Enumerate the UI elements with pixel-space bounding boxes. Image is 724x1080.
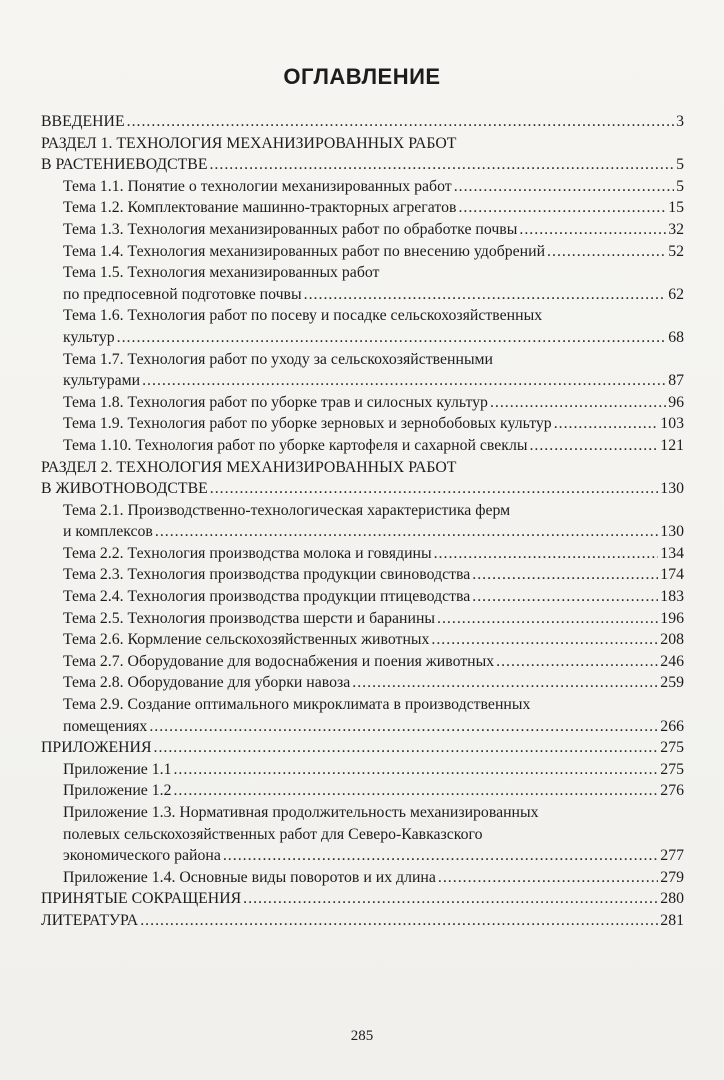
toc-entry-line <box>63 543 684 565</box>
dot-leader <box>173 780 658 802</box>
toc-topic-entry <box>41 651 684 673</box>
dot-leader <box>352 672 658 694</box>
toc-entry-title: В ЖИВОТНОВОДСТВЕ <box>41 480 208 498</box>
toc-entry-title: РАЗДЕЛ 2. ТЕХНОЛОГИЯ МЕХАНИЗИРОВАННЫХ РАБОТ <box>41 458 457 476</box>
dot-leader <box>155 521 658 543</box>
page-number: 285 <box>350 1028 374 1044</box>
toc-entry-line <box>41 133 684 155</box>
toc-page-number: 130 <box>660 480 684 498</box>
toc-entry-line <box>63 327 684 349</box>
toc-entry-line <box>63 305 684 327</box>
toc-page-number: 277 <box>660 847 684 865</box>
toc-entry-line <box>41 737 684 759</box>
toc-entry-title: Тема 1.4. Технология механизированных работ по внесению удобрений <box>63 242 546 260</box>
toc-entry-title: по предпосевной подготовке почвы <box>63 285 302 303</box>
toc-entry-line <box>63 694 684 716</box>
toc-topic-entry <box>41 802 684 867</box>
toc-entry-line <box>41 478 684 500</box>
toc-page-number: 3 <box>676 113 684 130</box>
toc-section-entry <box>41 457 684 500</box>
toc-entry-line <box>63 349 684 371</box>
dot-leader <box>210 478 659 500</box>
toc-entry-title: ВВЕДЕНИЕ <box>41 113 125 130</box>
toc-page-number: 5 <box>676 156 684 174</box>
toc-entry-line <box>63 435 684 457</box>
dot-leader <box>438 867 658 889</box>
toc-entry-line <box>63 241 684 263</box>
dot-leader <box>496 651 658 673</box>
toc-entry-line <box>41 457 684 479</box>
dot-leader <box>223 845 658 867</box>
toc-entry-line <box>63 392 684 414</box>
toc-entry-line <box>63 672 684 694</box>
toc-section-entry <box>41 133 684 176</box>
toc-page-number: 259 <box>660 674 684 692</box>
toc-entry-line <box>41 888 684 910</box>
toc-entry-line <box>63 586 684 608</box>
toc-topic-entry <box>41 780 684 802</box>
toc-entry-line <box>63 867 684 889</box>
toc-entry-title: культур <box>63 328 115 346</box>
dot-leader <box>547 241 666 263</box>
toc-entry-line <box>41 111 684 133</box>
toc-entry-title: Тема 1.9. Технология работ по уборке зерновых и зернобобовых культур <box>63 415 552 433</box>
dot-leader <box>519 219 666 241</box>
toc-entry-line <box>41 154 684 176</box>
dot-leader <box>472 586 658 608</box>
toc-section-entry <box>41 910 684 932</box>
toc-entry-title: Тема 1.2. Комплектование машинно-тракторных агрегатов <box>63 199 457 217</box>
toc-topic-entry <box>41 262 684 305</box>
toc-section-entry <box>41 737 684 759</box>
toc-page-number: 32 <box>668 220 684 238</box>
toc-entry-title: В РАСТЕНИЕВОДСТВЕ <box>41 156 208 174</box>
toc-topic-entry <box>41 672 684 694</box>
toc-topic-entry <box>41 176 684 198</box>
dot-leader <box>142 370 666 392</box>
toc-page-number: 279 <box>660 868 684 886</box>
toc-entry-line <box>63 780 684 802</box>
toc-entry-title: Тема 1.1. Понятие о технологии механизированных работ <box>63 177 452 195</box>
toc-topic-entry <box>41 219 684 241</box>
toc-topic-entry <box>41 629 684 651</box>
dot-leader <box>529 435 658 457</box>
toc-page-number: 87 <box>668 372 684 390</box>
toc-page-number: 246 <box>660 652 684 670</box>
toc-entry-title: Тема 1.6. Технология работ по посеву и посадке сельскохозяйственных <box>63 307 543 325</box>
toc-entry-line <box>63 845 684 867</box>
toc-page-number: 62 <box>668 285 684 303</box>
toc-page-number: 52 <box>668 242 684 260</box>
toc-entry-line <box>63 370 684 392</box>
dot-leader <box>140 910 658 932</box>
toc-entry-line <box>63 629 684 651</box>
table-of-contents <box>41 111 684 932</box>
toc-entry-title: культурами <box>63 372 141 390</box>
dot-leader <box>434 543 659 565</box>
toc-entry-line <box>63 608 684 630</box>
toc-entry-line <box>63 521 684 543</box>
toc-entry-line <box>63 824 684 846</box>
toc-page-number: 5 <box>676 177 684 195</box>
toc-entry-title: РАЗДЕЛ 1. ТЕХНОЛОГИЯ МЕХАНИЗИРОВАННЫХ РАБОТ <box>41 134 457 152</box>
page-title: ОГЛАВЛЕНИЕ <box>283 64 441 89</box>
toc-page-number: 275 <box>660 739 684 757</box>
toc-topic-entry <box>41 241 684 263</box>
toc-section-entry <box>41 888 684 910</box>
toc-page-number: 174 <box>660 566 684 584</box>
toc-entry-line <box>63 564 684 586</box>
toc-entry-line <box>63 500 684 522</box>
toc-entry-title: Тема 2.6. Кормление сельскохозяйственных животных <box>63 631 430 649</box>
toc-entry-title: экономического района <box>63 847 221 865</box>
toc-entry-line <box>41 910 684 932</box>
toc-entry-title: Приложение 1.3. Нормативная продолжительность механизированных <box>63 804 539 821</box>
toc-entry-line <box>63 197 684 219</box>
toc-entry-title: полевых сельскохозяйственных работ для Северо-Кавказского <box>63 825 483 843</box>
toc-page-number: 130 <box>660 523 684 541</box>
toc-page-number: 15 <box>668 199 684 217</box>
toc-entry-title: Тема 2.2. Технология производства молока и говядины <box>63 544 432 562</box>
toc-entry-title: Тема 1.3. Технология механизированных работ по обработке почвы <box>63 220 518 238</box>
dot-leader <box>304 284 667 306</box>
toc-topic-entry <box>41 694 684 737</box>
toc-entry-line <box>63 759 684 781</box>
dot-leader <box>243 888 658 910</box>
toc-topic-entry <box>41 543 684 565</box>
toc-entry-line <box>63 176 684 198</box>
toc-page-number: 134 <box>660 544 684 562</box>
toc-section-entry <box>41 111 684 133</box>
toc-entry-line <box>63 284 684 306</box>
toc-entry-title: Тема 1.5. Технология механизированных работ <box>63 264 380 282</box>
toc-entry-title: Тема 1.10. Технология работ по уборке картофеля и сахарной свеклы <box>63 436 528 454</box>
toc-entry-title: Приложение 1.2 <box>63 782 172 800</box>
dot-leader <box>209 154 674 176</box>
dot-leader <box>454 176 674 198</box>
toc-entry-title: Тема 2.4. Технология производства продукции птицеводства <box>63 588 471 606</box>
toc-entry-title: Тема 1.7. Технология работ по уходу за сельскохозяйственными <box>63 350 494 368</box>
toc-entry-title: ПРИЛОЖЕНИЯ <box>41 739 152 757</box>
toc-entry-title: Тема 2.3. Технология производства продукции свиноводства <box>63 566 471 584</box>
toc-page-number: 275 <box>660 760 684 778</box>
toc-entry-line <box>63 651 684 673</box>
dot-leader <box>117 327 667 349</box>
toc-page-number: 280 <box>660 890 684 908</box>
toc-page-number: 68 <box>668 328 684 346</box>
toc-page-number: 208 <box>660 631 684 649</box>
toc-entry-title: помещениях <box>63 717 148 735</box>
toc-page-number: 183 <box>660 588 684 606</box>
toc-entry-title: ЛИТЕРАТУРА <box>41 911 139 929</box>
toc-topic-entry <box>41 413 684 435</box>
toc-topic-entry <box>41 500 684 543</box>
toc-entry-title: Тема 2.8. Оборудование для уборки навоза <box>63 674 351 692</box>
toc-topic-entry <box>41 392 684 414</box>
dot-leader <box>458 197 666 219</box>
toc-page-number: 276 <box>660 782 684 800</box>
toc-page-number: 281 <box>660 911 684 929</box>
toc-topic-entry <box>41 608 684 630</box>
toc-topic-entry <box>41 197 684 219</box>
toc-entry-line <box>63 716 684 738</box>
toc-entry-title: Тема 2.7. Оборудование для водоснабжения и поения животных <box>63 652 495 670</box>
toc-topic-entry <box>41 759 684 781</box>
toc-entry-title: Приложение 1.4. Основные виды поворотов и их длина <box>63 868 436 886</box>
dot-leader <box>149 716 658 738</box>
toc-entry-title: Тема 1.8. Технология работ по уборке трав и силосных культур <box>63 393 488 411</box>
toc-entry-title: Тема 2.5. Технология производства шерсти и баранины <box>63 609 436 627</box>
toc-page-number: 103 <box>660 415 684 433</box>
dot-leader <box>173 759 658 781</box>
toc-page-number: 266 <box>660 717 684 735</box>
toc-page-number: 96 <box>668 393 684 411</box>
toc-entry-line <box>63 262 684 284</box>
toc-entry-line <box>63 219 684 241</box>
dot-leader <box>154 737 659 759</box>
toc-entry-line <box>63 413 684 435</box>
dot-leader <box>472 564 658 586</box>
toc-entry-title: Приложение 1.1 <box>63 760 172 778</box>
toc-page-number: 196 <box>660 609 684 627</box>
dot-leader <box>437 608 658 630</box>
dot-leader <box>490 392 666 414</box>
toc-topic-entry <box>41 586 684 608</box>
toc-entry-title: и комплексов <box>63 523 153 541</box>
toc-topic-entry <box>41 435 684 457</box>
toc-entry-title: ПРИНЯТЫЕ СОКРАЩЕНИЯ <box>41 890 242 908</box>
dot-leader <box>127 111 674 133</box>
toc-entry-title: Тема 2.1. Производственно-технологическая характеристика ферм <box>63 501 511 519</box>
toc-entry-line <box>63 802 684 824</box>
toc-topic-entry <box>41 349 684 392</box>
toc-topic-entry <box>41 564 684 586</box>
toc-entry-title: Тема 2.9. Создание оптимального микроклимата в производственных <box>63 696 531 714</box>
dot-leader <box>431 629 658 651</box>
toc-page-number: 121 <box>660 436 684 454</box>
toc-topic-entry <box>41 867 684 889</box>
toc-topic-entry <box>41 305 684 348</box>
dot-leader <box>554 413 659 435</box>
